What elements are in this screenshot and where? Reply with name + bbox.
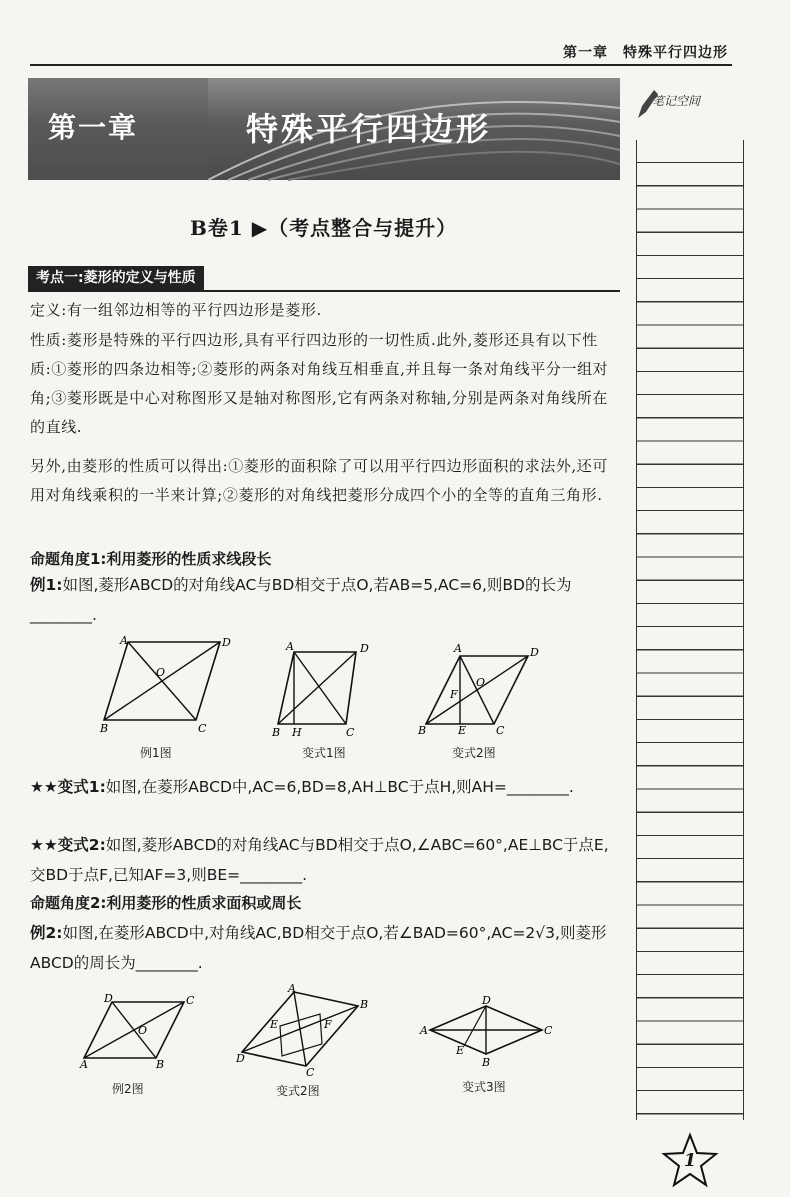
ex2-diagonal-bd: [84, 1002, 184, 1058]
ex1-diagonal-bd: [104, 642, 220, 720]
var3-label-c: C: [544, 1024, 553, 1037]
running-header: [0, 0, 790, 68]
var1-label-c: C: [346, 726, 355, 739]
ex2-label-o: O: [138, 1024, 148, 1037]
figure-var3: [420, 994, 553, 1072]
ex1-label-o: O: [156, 666, 166, 679]
point-tag: 考点一:菱形的定义与性质: [28, 266, 204, 290]
variant1-label: ★★变式1:: [30, 778, 106, 796]
note-lines: [636, 140, 744, 1120]
var1-label-h: H: [292, 726, 302, 739]
property-paragraph: 性质:菱形是特殊的平行四边形,具有平行四边形的一切性质.此外,菱形还具有以下性质:①菱形的四条边相等;②菱形的两条对角线互相垂直,并且每一条对角线平分一组对角;③菱形既是中心对称图形又是轴对称图形,它有两条对称轴,分别是两条对角线所在的直线.: [30, 331, 609, 436]
definition-paragraph: 定义:有一组邻边相等的平行四边形是菱形.: [30, 301, 322, 319]
ex1-label-a: A: [120, 634, 128, 647]
var3-segment-de: [464, 1006, 486, 1046]
figure-ex1: [100, 636, 230, 736]
page-number: 1: [683, 1150, 697, 1171]
caption-var1: 变式1图: [302, 746, 346, 760]
header-rule: [30, 64, 732, 66]
var1-label-b: B: [272, 726, 281, 739]
example1: [30, 570, 622, 630]
example2-label: 例2:: [30, 924, 63, 942]
chapter-number: 第一章: [48, 111, 139, 144]
ex1-label-c: C: [198, 722, 207, 735]
caption-var2: 变式2图: [452, 746, 496, 760]
variant2-label: ★★变式2:: [30, 836, 106, 854]
var2b-label-a: A: [288, 982, 296, 995]
var2-label-b: B: [418, 724, 427, 737]
angle2-heading: 命题角度2:利用菱形的性质求面积或周长: [30, 894, 302, 912]
caption-var2b: 变式2图: [276, 1084, 320, 1098]
chapter-title: 特殊平行四边形: [246, 110, 492, 148]
extra-paragraph: 另外,由菱形的性质可以得出:①菱形的面积除了可以用平行四边形面积的求法外,还可用对角线乘积的一半来计算;②菱形的对角线把菱形分成四个小的全等的直角三角形.: [30, 457, 608, 504]
var2-diagonal-bd: [426, 656, 528, 724]
running-header-text: 第一章 特殊平行四边形: [563, 45, 728, 61]
var2-label-f: F: [450, 688, 458, 701]
example1-text: 如图,菱形ABCD的对角线AC与BD相交于点O,若AB=5,AC=6,则BD的长为________.: [30, 576, 572, 624]
var2-label-o: O: [476, 676, 486, 689]
var1-diagonal-bd: [278, 652, 356, 724]
caption-ex2: 例2图: [112, 1082, 144, 1096]
ex2-label-c: C: [186, 994, 195, 1007]
variant1-text: 如图,在菱形ABCD中,AC=6,BD=8,AH⊥BC于点H,则AH=________.: [105, 778, 574, 796]
example1-label: 例1:: [30, 576, 63, 594]
var3-label-a: A: [420, 1024, 428, 1037]
ex2-label-b: B: [156, 1058, 165, 1071]
var2b-label-e: E: [270, 1018, 279, 1031]
var3-label-d: D: [482, 994, 491, 1007]
variant2-text: 如图,菱形ABCD的对角线AC与BD相交于点O,∠ABC=60°,AE⊥BC于点E,交BD于点F,已知AF=3,则BE=________.: [30, 836, 609, 884]
page-number-badge: [660, 1132, 720, 1190]
var2b-label-b: B: [360, 998, 369, 1011]
ex2-label-a: A: [80, 1058, 88, 1071]
var2-label-a: A: [454, 642, 462, 655]
notes-label: 笔记空间: [652, 94, 701, 108]
var2b-diagonal-bd: [242, 1006, 358, 1052]
caption-var3: 变式3图: [462, 1080, 506, 1094]
var2-label-e: E: [458, 724, 467, 737]
var3-label-e: E: [456, 1044, 465, 1057]
ex1-label-b: B: [100, 722, 109, 735]
var1-diagonal-ac: [294, 652, 346, 724]
figure-var1: [270, 636, 380, 740]
var2-label-c: C: [496, 724, 505, 737]
var1-label-a: A: [286, 640, 294, 653]
variant2: [30, 830, 622, 890]
figure-var2: [414, 636, 540, 740]
caption-ex1: 例1图: [140, 746, 172, 760]
example2-text: 如图,在菱形ABCD中,对角线AC,BD相交于点O,若∠BAD=60°,AC=2√3,则菱形ABCD的周长为________.: [30, 924, 607, 972]
angle1-heading: 命题角度1:利用菱形的性质求线段长: [30, 550, 272, 568]
var2b-label-c: C: [306, 1066, 315, 1079]
example2: [30, 918, 622, 978]
figure-ex2: [80, 994, 200, 1070]
var1-label-d: D: [360, 642, 369, 655]
ex1-label-d: D: [222, 636, 231, 649]
ex2-label-d: D: [104, 992, 113, 1005]
point-heading-bar: [28, 266, 620, 292]
var2-label-d: D: [530, 646, 539, 659]
variant1: [30, 772, 622, 802]
chapter-banner: [28, 78, 620, 180]
figure-var2b: [236, 982, 369, 1079]
var2b-label-f: F: [324, 1018, 332, 1031]
notes-column: [634, 80, 744, 1140]
var2b-label-d: D: [236, 1052, 245, 1065]
section-title: B卷1 ▶（考点整合与提升）: [190, 216, 458, 240]
var3-label-b: B: [482, 1056, 491, 1069]
